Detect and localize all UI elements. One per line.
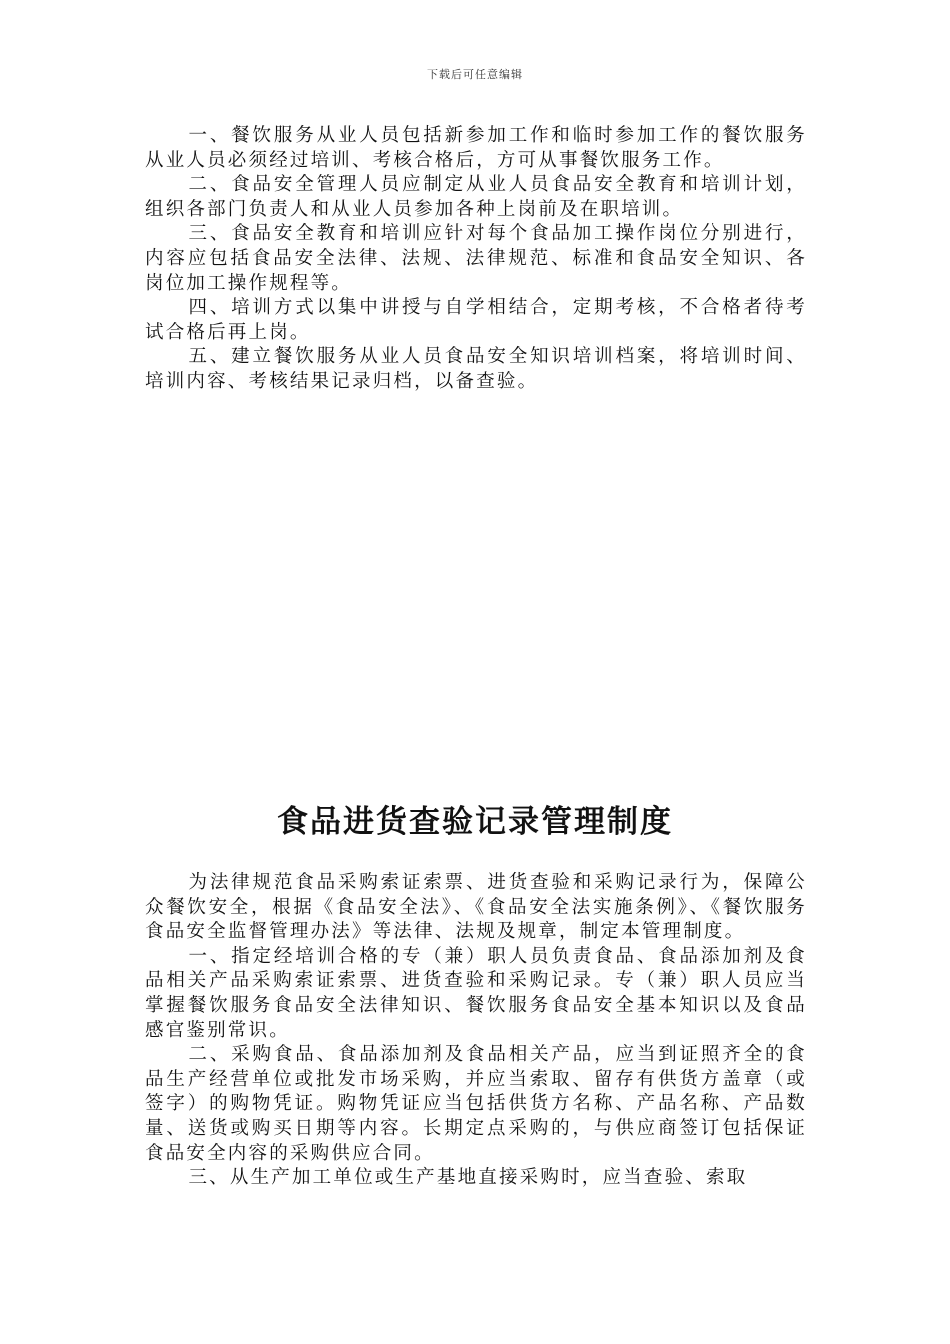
- paragraph: 二、采购食品、食品添加剂及食品相关产品，应当到证照齐全的食品生产经营单位或批发市场采购，并应当索取、留存有供货方盖章（或签字）的购物凭证。购物凭证应当包括供货方名称、产品名称、产品数量、送货或购买日期等内容。长期定点采购的，与供应商签订包括保证食品安全内容的采购供应合同。: [145, 1044, 807, 1164]
- paragraph: 五、建立餐饮服务从业人员食品安全知识培训档案，将培训时间、培训内容、考核结果记录归档，以备查验。: [145, 346, 807, 392]
- page-header-note: 下载后可任意编辑: [427, 68, 523, 81]
- paragraph: 三、食品安全教育和培训应针对每个食品加工操作岗位分别进行，内容应包括食品安全法律、法规、法律规范、标准和食品安全知识、各岗位加工操作规程等。: [145, 223, 807, 294]
- document-title: 食品进货查验记录管理制度: [277, 804, 673, 840]
- training-rules-section: [145, 124, 807, 395]
- paragraph: 一、餐饮服务从业人员包括新参加工作和临时参加工作的餐饮服务从业人员必须经过培训、考核合格后，方可从事餐饮服务工作。: [145, 125, 807, 171]
- paragraph: 四、培训方式以集中讲授与自学相结合，定期考核，不合格者待考试合格后再上岗。: [145, 297, 807, 343]
- purchase-inspection-section: [145, 871, 807, 1191]
- paragraph: 一、指定经培训合格的专（兼）职人员负责食品、食品添加剂及食品相关产品采购索证索票、进货查验和采购记录。专（兼）职人员应当掌握餐饮服务食品安全法律知识、餐饮服务食品安全基本知识以及食品感官鉴别常识。: [145, 945, 807, 1041]
- paragraph: 为法律规范食品采购索证索票、进货查验和采购记录行为，保障公众餐饮安全，根据《食品安全法》、《食品安全法实施条例》、《餐饮服务食品安全监督管理办法》等法律、法规及规章，制定本管理制度。: [145, 872, 807, 943]
- paragraph: 二、食品安全管理人员应制定从业人员食品安全教育和培训计划，组织各部门负责人和从业人员参加各种上岗前及在职培训。: [145, 174, 807, 220]
- paragraph: 三、从生产加工单位或生产基地直接采购时，应当查验、索取: [188, 1167, 748, 1189]
